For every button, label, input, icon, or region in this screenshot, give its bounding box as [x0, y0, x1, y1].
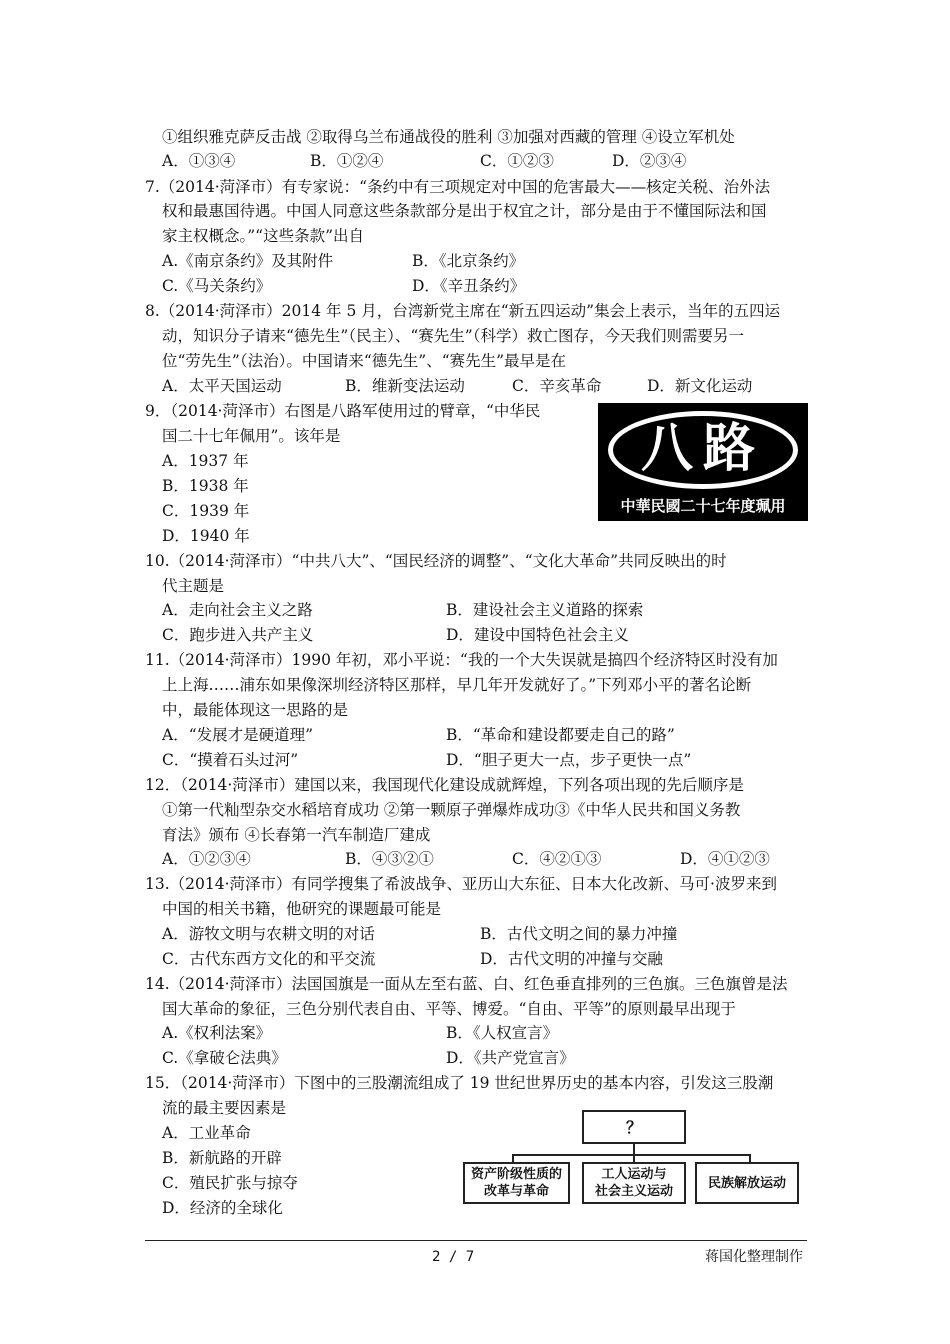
q15-option-d: D．经济的全球化 [162, 1199, 283, 1217]
q6-option-a: A．①③④ [162, 152, 236, 170]
armband-caption: 中華民國二十七年度珮用 [620, 497, 786, 515]
q8-option-a: A．太平天国运动 [162, 377, 282, 395]
q13-option-d: D．古代文明的冲撞与交融 [480, 950, 663, 968]
diagram-box-national-liberation [695, 1162, 799, 1204]
q14-stem-1: 14.（2014·菏泽市）法国国旗是一面从左至右蓝、白、红色垂直排列的三色旗。三色旗曾是法 [145, 975, 788, 993]
q14-option-d: D．《共产党宣言》 [446, 1049, 575, 1067]
q12-stem-3: 育法》颁布 ④长春第一汽车制造厂建成 [162, 826, 431, 844]
q11-stem-2: 上上海……浦东如果像深圳经济特区那样，早几年开发就好了。”下列邓小平的著名论断 [162, 676, 752, 694]
q6-option-d: D．②③④ [612, 152, 687, 170]
q9-option-a: A．1937 年 [162, 452, 249, 470]
q14-stem-2: 国大革命的象征，三色分别代表自由、平等、博爱。“自由、平等”的原则最早出现于 [162, 1000, 736, 1018]
q7-stem-2: 权和最惠国待遇。中国人同意这些条款部分是出于权宜之计，部分是由于不懂国际法和国 [162, 202, 767, 220]
q9-option-b: B．1938 年 [162, 477, 249, 495]
q13-stem-2: 中国的相关书籍，他研究的课题最可能是 [162, 900, 442, 918]
q13-option-b: B．古代文明之间的暴力冲撞 [480, 925, 678, 943]
q6-items: ①组织雅克萨反击战 ②取得乌兰布通战役的胜利 ③加强对西藏的管理 ④设立军机处 [162, 128, 735, 146]
q9-option-c: C．1939 年 [162, 502, 250, 520]
q15-option-a: A．工业革命 [162, 1124, 251, 1142]
q12-option-a: A．①②③④ [162, 850, 251, 868]
q15-option-b: B．新航路的开辟 [162, 1149, 282, 1167]
q10-stem-1: 10.（2014·菏泽市）“中共八大”、“国民经济的调整”、“文化大革命”共同反映出的时 [145, 552, 727, 570]
q12-stem-1: 12．（2014·菏泽市）建国以来，我国现代化建设成就辉煌，下列各项出现的先后顺序是 [145, 776, 744, 794]
q13-option-a: A．游牧文明与农耕文明的对话 [162, 925, 375, 943]
diagram-branch-middle [633, 1154, 635, 1162]
q6-option-b: B．①②④ [310, 152, 384, 170]
q14-option-a: A.《权利法案》 [162, 1024, 272, 1042]
diagram-branch-right [749, 1154, 751, 1162]
q11-option-d: D．“胆子更大一点，步子更快一点” [446, 751, 692, 769]
diagram-branch-left [512, 1154, 514, 1162]
q8-stem-1: 8.（2014·菏泽市）2014 年 5 月，台湾新党主席在“新五四运动”集会上表示，当年的五四运 [145, 302, 781, 320]
diagram-box-labor-socialism [582, 1162, 686, 1204]
q11-stem-3: 中，最能体现这一思路的是 [162, 701, 349, 719]
q15-stem-1: 15．（2014·菏泽市）下图中的三股潮流组成了 19 世纪世界历史的基本内容，引发这三股潮 [145, 1074, 774, 1092]
q11-option-c: C．“摸着石头过河” [162, 751, 299, 769]
diagram-box-3-line-1: 民族解放运动 [707, 1175, 786, 1191]
footer-author: 蒋国化整理制作 [705, 1249, 803, 1265]
diagram-box-2-line-2: 社会主义运动 [594, 1184, 673, 1199]
q14-option-b: B．《人权宣言》 [446, 1024, 559, 1042]
diagram-box-1-line-1: 资产阶级性质的 [470, 1167, 562, 1182]
diagram-branch-line [512, 1154, 750, 1156]
q6-option-c: C．①②③ [480, 152, 554, 170]
diagram-box-bourgeois-revolution [463, 1162, 570, 1204]
q9-stem-1: 9．（2014·菏泽市）右图是八路军使用过的臂章，“中华民 [145, 402, 541, 420]
q11-option-a: A．“发展才是硬道理” [162, 726, 314, 744]
q15-stem-2: 流的最主要因素是 [162, 1099, 287, 1117]
q12-option-b: B．④③②① [345, 850, 434, 868]
q12-option-c: C．④②①③ [512, 850, 602, 868]
footer-rule [145, 1240, 807, 1241]
q11-stem-1: 11.（2014·菏泽市）1990 年初，邓小平说：“我的一个大失误就是搞四个经济特区时没有加 [145, 651, 778, 669]
q7-option-a: A.《南京条约》及其附件 [162, 252, 334, 270]
q14-option-c: C.《拿破仑法典》 [162, 1049, 287, 1067]
q8-option-c: C．辛亥革命 [512, 377, 602, 395]
q10-stem-2: 代主题是 [162, 577, 225, 595]
diagram-box-1-line-2: 改革与革命 [483, 1184, 549, 1199]
q7-option-d: D．《辛丑条约》 [412, 277, 526, 295]
q8-option-b: B．维新变法运动 [345, 377, 465, 395]
q7-option-c: C.《马关条约》 [162, 277, 272, 295]
armband-title: 八路 [640, 419, 765, 479]
page-number: 2 / 7 [432, 1249, 475, 1265]
q12-stem-2: ①第一代籼型杂交水稻培育成功 ②第一颗原子弹爆炸成功③《中华人民共和国义务教 [162, 801, 741, 819]
q10-option-d: D．建设中国特色社会主义 [446, 626, 629, 644]
q13-option-c: C．古代东西方文化的和平交流 [162, 950, 376, 968]
armband-image [598, 403, 808, 521]
q12-option-d: D．④①②③ [680, 850, 770, 868]
diagram-box-2-line-1: 工人运动与 [601, 1167, 667, 1182]
diagram-top-box: ？ [582, 1110, 686, 1144]
q15-option-c: C．殖民扩张与掠夺 [162, 1174, 298, 1192]
q11-option-b: B．“革命和建设都要走自己的路” [446, 726, 675, 744]
q8-stem-2: 动，知识分子请来“德先生”（民主）、“赛先生”（科学）救亡图存，今天我们则需要另一 [162, 327, 744, 345]
q10-option-c: C．跑步进入共产主义 [162, 626, 314, 644]
q13-stem-1: 13.（2014·菏泽市）有同学搜集了希波战争、亚历山大东征、日本大化改新、马可·波罗来到 [145, 875, 777, 893]
q9-stem-2: 国二十七年佩用”。该年是 [162, 427, 341, 445]
q9-option-d: D．1940 年 [162, 527, 250, 545]
q7-stem-1: 7.（2014·菏泽市）有专家说：“条约中有三项规定对中国的危害最大——核定关税、治外法 [145, 178, 771, 196]
q7-stem-3: 家主权概念。”“这些条款”出自 [162, 227, 365, 245]
q8-option-d: D．新文化运动 [647, 377, 753, 395]
q10-option-b: B．建设社会主义道路的探索 [446, 601, 644, 619]
q8-stem-3: 位“劳先生”（法治）。中国请来“德先生”、“赛先生”最早是在 [162, 352, 567, 370]
q10-option-a: A．走向社会主义之路 [162, 601, 313, 619]
q7-option-b: B．《北京条约》 [412, 252, 525, 270]
